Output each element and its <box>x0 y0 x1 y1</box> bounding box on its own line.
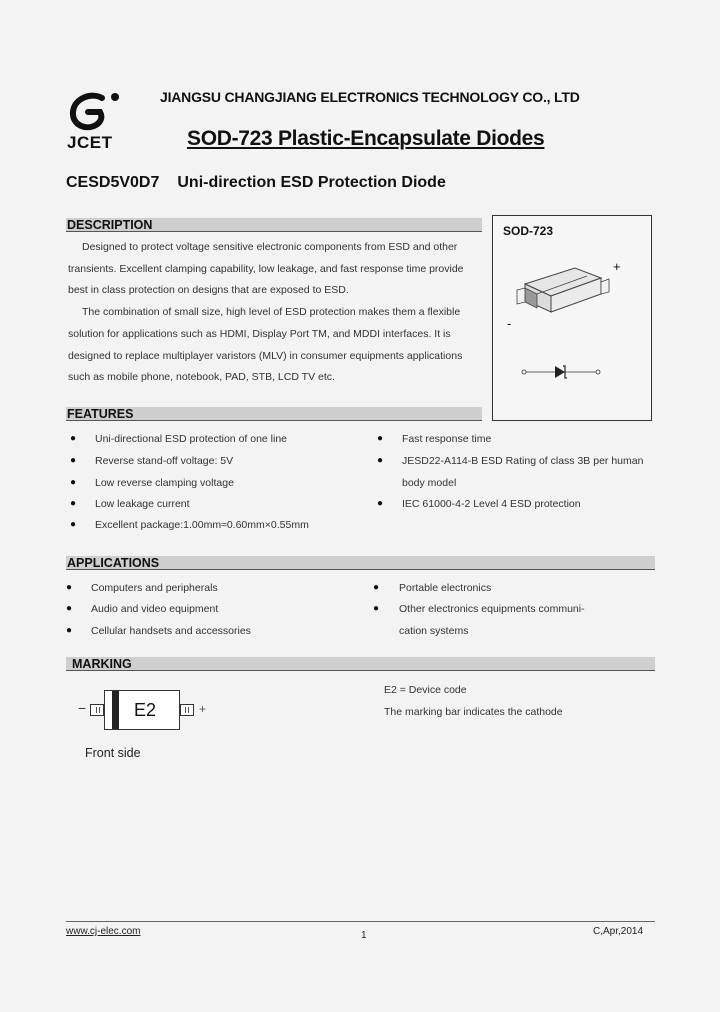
application-item: Computers and peripherals <box>91 582 218 594</box>
bullet-icon: ● <box>70 433 77 444</box>
company-name: JIANGSU CHANGJIANG ELECTRONICS TECHNOLOGY CO., LTD <box>160 89 580 105</box>
document-title: SOD-723 Plastic-Encapsulate Diodes <box>187 127 545 150</box>
description-heading: DESCRIPTION <box>66 218 482 232</box>
applications-heading: APPLICATIONS <box>66 556 655 570</box>
logo-text: JCET <box>67 133 113 152</box>
bullet-icon: ● <box>66 625 73 636</box>
jcet-logo-icon <box>68 90 122 134</box>
description-line: The combination of small size, high level of ESD protection makes them a flexible <box>82 306 461 319</box>
marking-minus-label: − <box>78 700 87 716</box>
bullet-icon: ● <box>66 603 73 614</box>
bullet-icon: ● <box>377 498 384 509</box>
page-number: 1 <box>361 930 367 941</box>
feature-item: Low reverse clamping voltage <box>95 477 234 489</box>
package-box <box>492 215 652 421</box>
feature-item: IEC 61000-4-2 Level 4 ESD protection <box>402 498 581 510</box>
marking-code: E2 <box>134 700 157 720</box>
marking-lead-right <box>180 704 194 716</box>
part-number: CESD5V0D7 <box>66 174 160 191</box>
description-line: solution for applications such as HDMI, Display Port TM, and MDDI interfaces. It is <box>68 327 451 340</box>
feature-item: Reverse stand-off voltage: 5V <box>95 455 234 467</box>
application-item: Portable electronics <box>399 582 492 594</box>
application-item-continuation: cation systems <box>399 625 469 637</box>
footer-divider <box>66 921 655 922</box>
bullet-icon: ● <box>377 433 384 444</box>
bullet-icon: ● <box>373 582 380 593</box>
marking-plus-label: + <box>199 702 207 716</box>
marking-package-drawing <box>90 688 194 734</box>
feature-item: Low leakage current <box>95 498 190 510</box>
diode-symbol-icon <box>521 364 601 380</box>
bullet-icon: ● <box>377 455 384 466</box>
bullet-icon: ● <box>66 582 73 593</box>
description-line: best in class protection on designs that are exposed to ESD. <box>68 284 349 297</box>
footer-date: C,Apr,2014 <box>593 926 644 937</box>
package-title: SOD-723 <box>503 224 554 238</box>
description-line: Designed to protect voltage sensitive electronic components from ESD and other <box>82 241 458 253</box>
application-item: Audio and video equipment <box>91 603 219 615</box>
feature-item: JESD22-A114-B ESD Rating of class 3B per human <box>402 455 644 467</box>
cathode-bar <box>112 691 119 729</box>
package-outline-icon <box>513 256 613 326</box>
feature-item-continuation: body model <box>402 477 457 489</box>
marking-note: E2 = Device code <box>384 684 467 696</box>
footer-website-link[interactable]: www.cj-elec.com <box>66 926 141 937</box>
marking-body <box>104 690 180 730</box>
feature-item: Fast response time <box>402 433 492 445</box>
bullet-icon: ● <box>70 455 77 466</box>
description-body <box>68 237 484 389</box>
application-item: Other electronics equipments communi- <box>399 603 585 615</box>
marking-heading: MARKING <box>66 657 655 671</box>
bullet-icon: ● <box>70 498 77 509</box>
bullet-icon: ● <box>70 477 77 488</box>
description-line: designed to replace multiplayer varistors (MLV) in consumer equipments applications <box>68 349 463 362</box>
bullet-icon: ● <box>70 519 77 530</box>
feature-item: Excellent package:1.00mm≈0.60mm×0.55mm <box>95 519 309 531</box>
package-minus-label: - <box>507 316 512 331</box>
description-line: transients. Excellent clamping capability, low leakage, and fast response time provide <box>68 262 464 275</box>
part-heading <box>66 174 446 192</box>
front-side-label: Front side <box>85 746 141 760</box>
description-line: such as mobile phone, notebook, PAD, STB, LCD TV etc. <box>68 371 335 384</box>
feature-item: Uni-directional ESD protection of one line <box>95 433 288 445</box>
marking-note: The marking bar indicates the cathode <box>384 706 563 718</box>
bullet-icon: ● <box>373 603 380 614</box>
marking-lead-left <box>90 704 104 716</box>
part-description: Uni-direction ESD Protection Diode <box>177 174 446 191</box>
application-item: Cellular handsets and accessories <box>91 625 251 637</box>
features-heading: FEATURES <box>66 407 482 421</box>
package-plus-label: + <box>613 259 621 274</box>
